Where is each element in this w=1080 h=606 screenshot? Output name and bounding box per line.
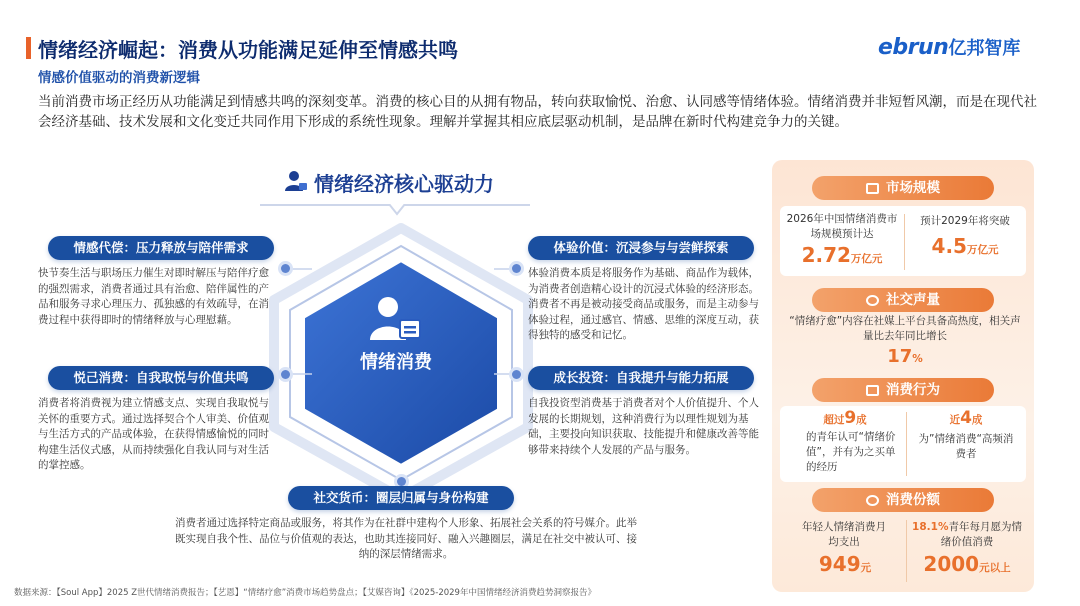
social-volume-pill — [812, 288, 994, 312]
behavior-left-pre: 超过 — [823, 414, 845, 426]
behavior-pill — [812, 378, 994, 402]
caret-down-icon — [388, 204, 406, 218]
driver-social-desc: 消费者通过选择特定商品或服务，将其作为在社群中建构个人形象、拓展社会关系的符号媒介。此举既实现自我个性、品位与价值观的表达，也助其连接同好、融入兴趣圈层，满足在社交中被认可、接纳的深层情绪需求。 — [175, 517, 637, 560]
driver-self-pill: 悦己消费：自我取悦与价值共鸣 — [48, 366, 274, 390]
behavior-left-unit: 成 — [856, 414, 867, 426]
driver-growth-pill: 成长投资：自我提升与能力拓展 — [528, 366, 754, 390]
social-volume-text: “情绪疗愈”内容在社媒上平台具备高热度，相关声量比去年同比增长 — [789, 315, 1021, 342]
intro-paragraph: 当前消费市场正经历从功能满足到情感共鸣的深刻变革。消费的核心目的从拥有物品，转向获取愉悦、治愈、认同感等情绪体验。情绪消费并非短暂风潮，而是在现代社会经济基础、技术发展和文化变迁共同作用下形成的系统性现象。理解并掌握其相应底层驱动机制，是品牌在新时代构建竞争力的关键。 — [38, 94, 1037, 130]
share-right-text — [910, 520, 1024, 550]
share-right-value — [910, 552, 1024, 576]
chat-icon — [866, 295, 879, 306]
coin-stack-icon — [866, 495, 879, 506]
behavior-right-value — [910, 408, 1022, 428]
social-volume-label: 社交声量 — [886, 292, 940, 308]
behavior-label: 消费行为 — [886, 382, 940, 398]
share-pill — [812, 488, 994, 512]
share-left-value — [784, 552, 906, 576]
title-accent-bar — [26, 37, 31, 59]
social-volume-num: 17 — [887, 346, 913, 367]
driver-growth-desc: 自我投资型消费基于消费者对个人价值提升、个人发展的长期规划，这种消费行为以理性规划为基础，主要投向知识获取、技能提升和健康改善等能够带来持续个人发展的产品与服务。 — [528, 397, 759, 456]
page-title: 情绪经济崛起：消费从功能满足延伸至情感共鸣 — [38, 38, 458, 62]
driver-experience-desc: 体验消费本质是将服务作为基础、商品作为载体，为消费者创造精心设计的沉浸式体验的经济形态。消费者不再是被动接受商品或服务，而是主动参与体验过程，通过感官、情感、思维的深度互动，获得独特的感受和记忆。 — [528, 267, 759, 341]
core-drivers-title: 情绪经济核心驱动力 — [314, 172, 494, 196]
market-right-value — [908, 234, 1022, 258]
core-center-label: 情绪消费 — [360, 352, 432, 373]
connector-dot — [512, 264, 521, 273]
behavior-divider — [906, 412, 907, 476]
share-divider — [906, 520, 907, 582]
share-right-unit: 元以上 — [979, 562, 1011, 574]
behavior-right-pre: 近 — [949, 414, 961, 426]
social-volume-value — [786, 346, 1024, 367]
market-divider — [904, 214, 905, 270]
connector-dot — [281, 264, 290, 273]
connector-dot — [397, 477, 406, 486]
market-left-num: 2.72 — [801, 243, 851, 267]
share-right-desc: 青年每月愿为情绪价值消费 — [940, 521, 1022, 548]
driver-social-pill: 社交货币：圈层归属与身份构建 — [288, 486, 514, 510]
market-right-num: 4.5 — [931, 234, 967, 258]
share-left-text: 年轻人情绪消费月均支出 — [802, 521, 886, 548]
behavior-right-unit: 成 — [971, 414, 983, 426]
market-size-pill — [812, 176, 994, 200]
page-subtitle: 情感价值驱动的消费新逻辑 — [38, 70, 200, 86]
behavior-left-num: 9 — [844, 408, 857, 428]
share-left-num: 949 — [818, 552, 861, 576]
connector-dot — [512, 370, 521, 379]
market-size-label: 市场规模 — [886, 180, 940, 196]
behavior-left-text: 的青年认可“情绪价值”，并有为之买单的经历 — [806, 431, 896, 473]
market-left-text: 2026年中国情绪消费市场规模预计达 — [786, 213, 898, 240]
social-volume-unit: % — [912, 353, 923, 365]
share-right-highlight: 18.1% — [912, 521, 949, 533]
brand-logo — [878, 34, 1020, 60]
driver-emotional-pill: 情感代偿：压力释放与陪伴需求 — [48, 236, 274, 260]
share-left-unit: 元 — [860, 562, 872, 574]
market-right-unit: 万亿元 — [966, 244, 999, 256]
connector-lines — [270, 262, 536, 422]
behavior-right-num: 4 — [960, 408, 972, 428]
chart-icon — [866, 385, 879, 396]
connector-dot — [281, 370, 290, 379]
share-right-num: 2000 — [923, 552, 980, 576]
logo-en: ebrun — [878, 35, 949, 60]
driver-self-desc: 消费者将消费视为建立情感支点、实现自我取悦与关怀的重要方式。通过选择契合个人审美、价值观与生活方式的产品或体验，在获得情感愉悦的同时构建生活仪式感，从而持续强化自我认同与对生活的掌控感。 — [38, 397, 269, 471]
user-group-icon — [284, 170, 308, 192]
driver-experience-pill: 体验价值：沉浸参与与尝鲜探索 — [528, 236, 754, 260]
behavior-right-text: 为”情绪消费“高频消费者 — [918, 433, 1014, 460]
share-label: 消费份额 — [886, 492, 940, 508]
market-right-text: 预计2029年将突破 — [920, 215, 1010, 227]
market-left-value — [784, 243, 900, 267]
market-left-unit: 万亿元 — [850, 253, 883, 265]
driver-emotional-desc: 快节奏生活与职场压力催生对即时解压与陪伴疗愈的强烈需求，消费者通过具有治愈、陪伴属性的产品和服务寻求心理压力、孤独感的有效疏导，在消费过程中获得即时的情绪释放与心理慰藉。 — [38, 267, 269, 326]
data-source-note: 数据来源：【Soul App】2025 Z世代情绪消费报告；【艺恩】“情绪疗愈”消费市场趋势盘点；【艾媒咨询】《2025-2029年中国情绪经济消费趋势洞察报告》 — [14, 588, 596, 598]
behavior-left-value — [784, 408, 906, 428]
logo-cn: 亿邦智库 — [948, 38, 1021, 59]
store-icon — [866, 183, 879, 194]
